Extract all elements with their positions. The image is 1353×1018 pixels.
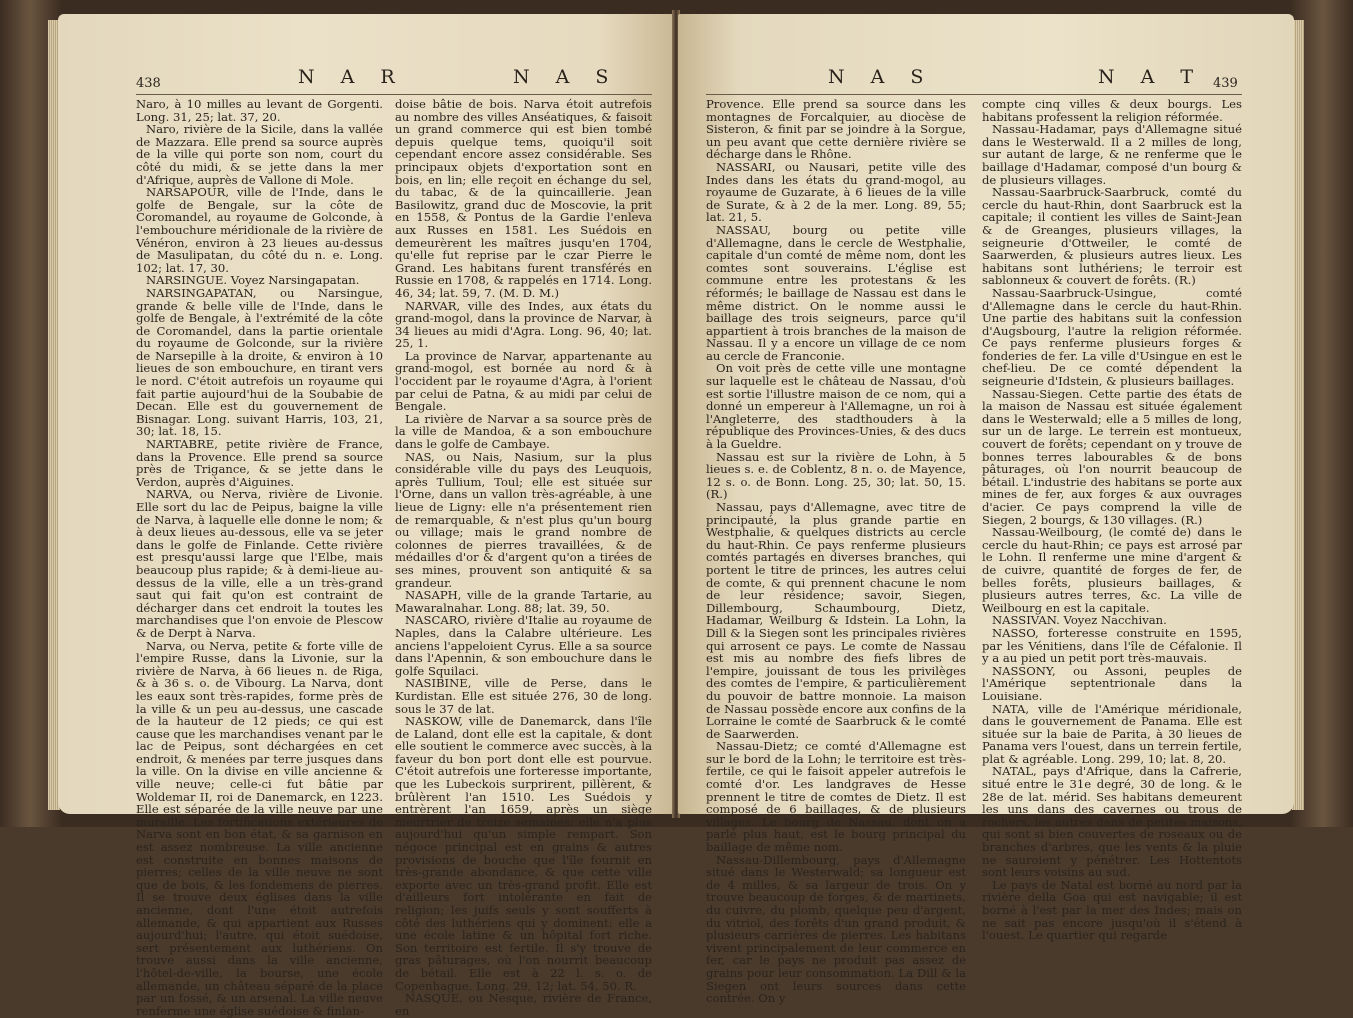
page-number: 439 [1213, 76, 1238, 91]
text-column-2 [982, 97, 1242, 943]
running-head: N A T [1098, 66, 1204, 88]
paragraph: NASKOW, ville de Danemarck, dans l'île de Laland, dont elle est la capitale, & dont elle soutient le commerce avec succès, à la faveur du bon port dont elle est pourvue. C'étoit autrefois une forteresse importante, que les Lubeckois surprirent, pillèrent, & brûlèrent l'an 1510. Les Suédois y entrèrent l'an 1659, après un siège meurtrier de treize semaines: elle n'a plus aujourd'hui qu'un simple rempart. Son négoce principal est en grains & autres provisions de bouche que l'île fournit en très-grande abondance, & que cette ville exporte avec un très-grand profit. Elle est d'ailleurs fort intolérante en fait de religion; les juifs seuls y sont soufferts à côté des luthériens qui y dominent: elle a une école latine & un hôpital fort riche. Son territoire est fertile. Il s'y trouve de gras pâturages, où l'on nourrit beaucoup de bétail. Elle est à 22 l. s. o. de Copenhague. Long. 29, 12; lat. 54, 50. R. [395, 714, 652, 993]
paragraph: NASSONY, ou Assoni, peuples de l'Amérique septentrionale dans la Louisiane. [982, 663, 1242, 703]
paragraph: NATA, ville de l'Amérique méridionale, dans le gouvernement de Panama. Elle est située sur la baie de Parita, à 30 lieues de Panama vers l'ouest, dans un terrein fertile, plat & agréable. Long. 299, 10; lat. 8, 20. [982, 701, 1242, 766]
paragraph: NATAL, pays d'Afrique, dans la Cafrerie, situé entre le 31e degré, 30 de long. & le 28e de lat. mérid. Ses habitans demeurent les uns dans des cavernes ou trous de rochers, les autres dans de petites maisons, qui sont si bien couvertes de roseaux ou de branches d'arbres, que les vents & la pluie ne sauroient y pénétrer. Les Hottentots sont leurs voisins au sud. [982, 764, 1242, 880]
paragraph: Nassau-Hadamar, pays d'Allemagne situé dans le Westerwald. Il a 2 milles de long, sur autant de large, & ne renferme que le baillage d'Hadamar, composé d'un bourg & de plusieurs villages. [982, 122, 1242, 187]
paragraph: Provence. Elle prend sa source dans les montagnes de Forcalquier, au diocèse de Sisteron, & finit par se joindre à la Sorgue, un peu avant que cette dernière rivière se décharge dans le Rhône. [706, 97, 966, 162]
paragraph: NARVA, ou Nerva, rivière de Livonie. Elle sort du lac de Peipus, baigne la ville de Narva, à laquelle elle donne le nom; & à deux lieues au-dessous, elle va se jeter dans le golfe de Finlande. Cette rivière est presqu'aussi large que l'Elbe, mais beaucoup plus rapide; & à demi-lieue au-dessus de la ville, elle a un très-grand saut qui fait qu'on est contraint de décharger dans cet endroit la toutes les marchandises que l'on envoie de Plescow & de Derpt à Narva. [136, 487, 383, 640]
paragraph: Nassau est sur la rivière de Lohn, à 5 lieues s. e. de Coblentz, 8 n. o. de Mayence, 12 s. o. de Bonn. Long. 25, 30; lat. 50, 15. (R.) [706, 449, 966, 502]
paragraph: NARVAR, ville des Indes, aux états du grand-mogol, dans la province de Narvar, à 34 lieues au midi d'Agra. Long. 96, 40; lat. 25, 1. [395, 298, 652, 351]
left-page [58, 14, 674, 1018]
text-column-1 [706, 97, 966, 1006]
paragraph: Nassau-Siegen. Cette partie des états de la maison de Nassau est située également dans le Westerwald; elle a 5 milles de long, sur un de large. Le terrein est montueux, couvert de forêts; cependant on y trouve de bonnes terres labourables & de bons pâturages, où l'on nourrit beaucoup de bétail. L'industrie des habitans se porte aux mines de fer, aux forges & aux ouvrages d'acier. Ce pays comprend la ville de Siegen, 2 bourgs, & 130 villages. (R.) [982, 386, 1242, 527]
paragraph: NASSIVAN. Voyez Nacchivan. [992, 613, 1167, 628]
paragraph: NASQUE, ou Nesque, rivière de France, en [395, 991, 652, 1018]
right-page [678, 14, 1294, 1006]
page-number: 438 [136, 76, 161, 91]
paragraph: La province de Narvar, appartenante au grand-mogol, est bornée au nord & à l'occident par le royaume d'Agra, à l'orient par celui de Patna, & au midi par celui de Bengale. [395, 348, 652, 414]
paragraph: NARSAPOUR, ville de l'Inde, dans le golfe de Bengale, sur la côte de Coromandel, au royaume de Golconde, à l'embouchure méridionale de la rivière de Vénéron, environ à 23 lieues au-dessus de Masulipatan, du côté du n. e. Long. 102; lat. 17, 30. [136, 185, 383, 275]
paragraph: NASSAU, bourg ou petite ville d'Allemagne, dans le cercle de Westphalie, capitale d'un comté de même nom, dont les comtes sont souverains. L'église est commune entre les protestans & les réformés; le baillage de Nassau est dans le même district. On le nomme aussi le baillage des trois seigneurs, parce qu'il appartient à trois branches de la maison de Nassau. Il y a encore un village de ce nom au cercle de Franconie. [706, 222, 966, 363]
paragraph: NARTABRE, petite rivière de France, dans la Provence. Elle prend sa source près de Trigance, & se jette dans le Verdon, auprès d'Aiguines. [136, 437, 383, 489]
running-head: N A R [298, 66, 405, 88]
paragraph: NARSINGUE. Voyez Narsingapatan. [146, 273, 360, 288]
text-column-2 [395, 97, 652, 1018]
paragraph: Nassau-Saarbruck-Saarbruck, comté du cercle du haut-Rhin, dont Saarbruck est la capitale; il contient les villes de Saint-Jean & de Greanges, plusieurs villages, la seigneurie d'Ottweiler, le comté de Saarwerden, & plusieurs autres lieux. Les habitans sont luthériens; le terroir est sablonneux & couvert de forêts. (R.) [982, 185, 1242, 288]
paragraph: Nassau-Saarbruck-Usingue, comté d'Allemagne dans le cercle du haut-Rhin. Une partie des habitans suit la confession d'Augsbourg, l'autre la religion réformée. Ce pays renferme plusieurs forges & fonderies de fer. La ville d'Usingue en est le chef-lieu. De ce comté dépendent la seigneurie d'Idstein, & plusieurs baillages. [982, 285, 1242, 389]
paragraph: Nassau, pays d'Allemagne, avec titre de principauté, la plus grande partie en Westphalie, & quelques districts au cercle du haut-Rhin. Ce pays renferme plusieurs comtés partagés en diverses branches, qui portent le titre de princes, les autres celui de comte, & qui prennent chacune le nom de leur résidence; savoir, Siegen, Dillembourg, Schaumbourg, Dietz, Hadamar, Weilburg & Idstein. La Lohn, la Dill & la Siegen sont les principales rivières qui arrosent ce pays. Le comte de Nassau est mis au nombre des fiefs libres de l'empire, jouissant de tous les privilèges des comtes de l'empire, & particulièrement du pouvoir de battre monnoie. La maison de Nassau possède encore aux confins de la Lorraine le comté de Saarbruck & le comté de Saarwerden. [706, 500, 966, 741]
paragraph: La rivière de Narvar a sa source près de la ville de Mandoa, & a son embouchure dans le golfe de Cambaye. [395, 411, 652, 452]
paragraph: NASCARO, rivière d'Italie au royaume de Naples, dans la Calabre ultérieure. Les anciens l'appeloient Cyrus. Elle a sa source dans l'Apennin, & son embouchure dans le golfe Squilaci. [395, 613, 652, 678]
header-rule [136, 94, 652, 95]
paragraph: NASSO, forteresse construite en 1595, par les Vénitiens, dans l'île de Céfalonie. Il y a au pied un petit port très-mauvais. [982, 625, 1242, 666]
paragraph: Nassau-Dillembourg, pays d'Allemagne situé dans le Westerwald; sa longueur est de 4 milles, & sa largeur de trois. On y trouve beaucoup de forges, & de martinets, du cuivre, du plomb, quelque peu d'argent, du vitriol, des forêts d'un grand produit, & plusieurs carrières de pierres. Les habitans vivent principalement de leur commerce en fer, car le pays ne produit pas assez de grains pour leur consommation. La Dill & la Siegen ont leurs sources dans cette contrée. On y [706, 852, 966, 1006]
paragraph: NASAPH, ville de la grande Tartarie, au Mawaralnahar. Long. 88; lat. 39, 50. [395, 588, 652, 615]
paragraph: doise bâtie de bois. Narva étoit autrefois au nombre des villes Anséatiques, & faisoit un grand commerce qui est bien tombé depuis quelque tems, quoiqu'il soit cependant encore assez considérable. Ses principaux objets d'exportation sont en bois, en lin; elle reçoit en échange du sel, du tabac, & de la quincaillerie. Jean Basilowitz, grand duc de Moscovie, la prit en 1558, & Pontus de la Gardie l'enleva aux Russes en 1581. Les Suédois en demeurèrent les maîtres jusqu'en 1704, qu'elle fut reprise par le czar Pierre le Grand. Les habitans furent transférés en Russie en 1708, & rappelés en 1714. Long. 46, 34; lat. 59, 7. (M. D. M.) [395, 97, 652, 300]
running-head-left: N A S [828, 66, 934, 88]
paragraph: NASSARI, ou Nausari, petite ville des Indes dans les états du grand-mogol, au royaume de Guzarate, à 6 lieues de la ville de Surate, & à 2 de la mer. Long. 89, 55; lat. 21, 5. [706, 159, 966, 225]
header-rule [706, 94, 1242, 95]
paragraph: Nassau-Weilbourg, (le comté de) dans le cercle du haut-Rhin; ce pays est arrosé par le Lohn. Il renferme une mine d'argent & de cuivre, quantité de forges de fer, de belles forêts, plusieurs baillages, & plusieurs autres terres, &c. La ville de Weilbourg en est la capitale. [982, 525, 1242, 615]
running-head-right: N A S [513, 66, 619, 88]
paragraph: Narva, ou Nerva, petite & forte ville de l'empire Russe, dans la Livonie, sur la rivière de Narva, à 66 lieues n. de Riga, & à 36 s. o. de Vibourg. La Narva, dont les eaux sont très-rapides, forme près de la ville & un peu au-dessus, une cascade de la hauteur de 12 pieds; ce qui est cause que les marchandises venant par le lac de Peipus, sont déchargées en cet endroit, & menées par terre jusques dans la ville. On la divise en ville ancienne & ville neuve; celle-ci fut bâtie par Woldemar II, roi de Danemarck, en 1223. Elle est séparée de la ville neuve par une muraille. Les fortifications extérieures de Narva sont en bon état, & sa garnison en est assez nombreuse. La ville ancienne est construite en bonnes maisons de pierres; celles de la ville neuve ne sont que de bois, & les fondemens de pierres. Il se trouve deux églises dans la ville ancienne, dont l'une étoit autrefois allemande, & qui appartient aux Russes aujourd'hui; l'autre, qui étoit suédoise, sert présentement aux luthériens. On trouve aussi dans la ville ancienne, l'hôtel-de-ville, la bourse, une école allemande, un château séparé de la place par un fossé, & un arsenal. La ville neuve renferme une église suédoise & finlan- [136, 638, 383, 1018]
paragraph: compte cinq villes & deux bourgs. Les habitans professent la religion réformée. [982, 97, 1242, 124]
paragraph: NAS, ou Nais, Nasium, sur la plus considérable ville du pays des Leuquois, après Tullium, Toul; elle est située sur l'Orne, dans un vallon très-agréable, à une lieue de Ligny: elle n'a présentement rien de remarquable, & n'est plus qu'un bourg ou village; mais le grand nombre de colonnes de pierres travaillées, & de médailles d'or & d'argent qu'on a tirées de ses mines, prouvent son antiquité & sa grandeur. [395, 449, 652, 590]
paragraph: Nassau-Dietz; ce comté d'Allemagne est sur le bord de la Lohn; le territoire est très-fertile, ce qui le faisoit appeler autrefois le comté d'or. Les landgraves de Hesse prennent le titre de comtes de Dietz. Il est composé de 6 baillages, & de plusieurs villages. Le bourg de Nassau, dont on a parlé plus haut, est le bourg principal du baillage de même nom. [706, 739, 966, 855]
paragraph: Naro, à 10 milles au levant de Gorgenti. Long. 31, 25; lat. 37, 20. [136, 97, 383, 124]
paragraph: NARSINGAPATAN, ou Narsingue, grande & belle ville de l'Inde, dans le golfe de Bengale, à l'extrémité de la côte de Coromandel, dans la partie orientale du royaume de Golconde, sur la rivière de Narsepille à la droite, & environ à 10 lieues de son embouchure, en tirant vers le nord. C'étoit autrefois un royaume qui fait partie aujourd'hui de la Soubabie de Decan. Elle est du gouvernement de Bisnagar. Long. suivant Harris, 103, 21, 30; lat. 18, 15. [136, 285, 383, 439]
paragraph: Le pays de Natal est borné au nord par la rivière della Goa qui est navigable; il est borné à l'est par la mer des Indes; mais on ne sait pas encore jusqu'où il s'étend à l'ouest. Le quartier qui regarde [982, 877, 1242, 943]
text-column-1 [136, 97, 383, 1018]
paragraph: NASIBINE, ville de Perse, dans le Kurdistan. Elle est située 276, 30 de long. sous le 37 de lat. [395, 676, 652, 716]
paragraph: On voit près de cette ville une montagne sur laquelle est le château de Nassau, d'où est sortie l'illustre maison de ce nom, qui a donné un empereur à l'Allemagne, un roi à l'Angleterre, des stadthouders à la république des Provinces-Unies, & des ducs à la Gueldre. [706, 361, 966, 452]
paragraph: Naro, rivière de la Sicile, dans la vallée de Mazzara. Elle prend sa source auprès de la ville qui porte son nom, court du côté du midi, & se jette dans la mer d'Afrique, auprès de Vallone di Mole. [136, 122, 383, 187]
